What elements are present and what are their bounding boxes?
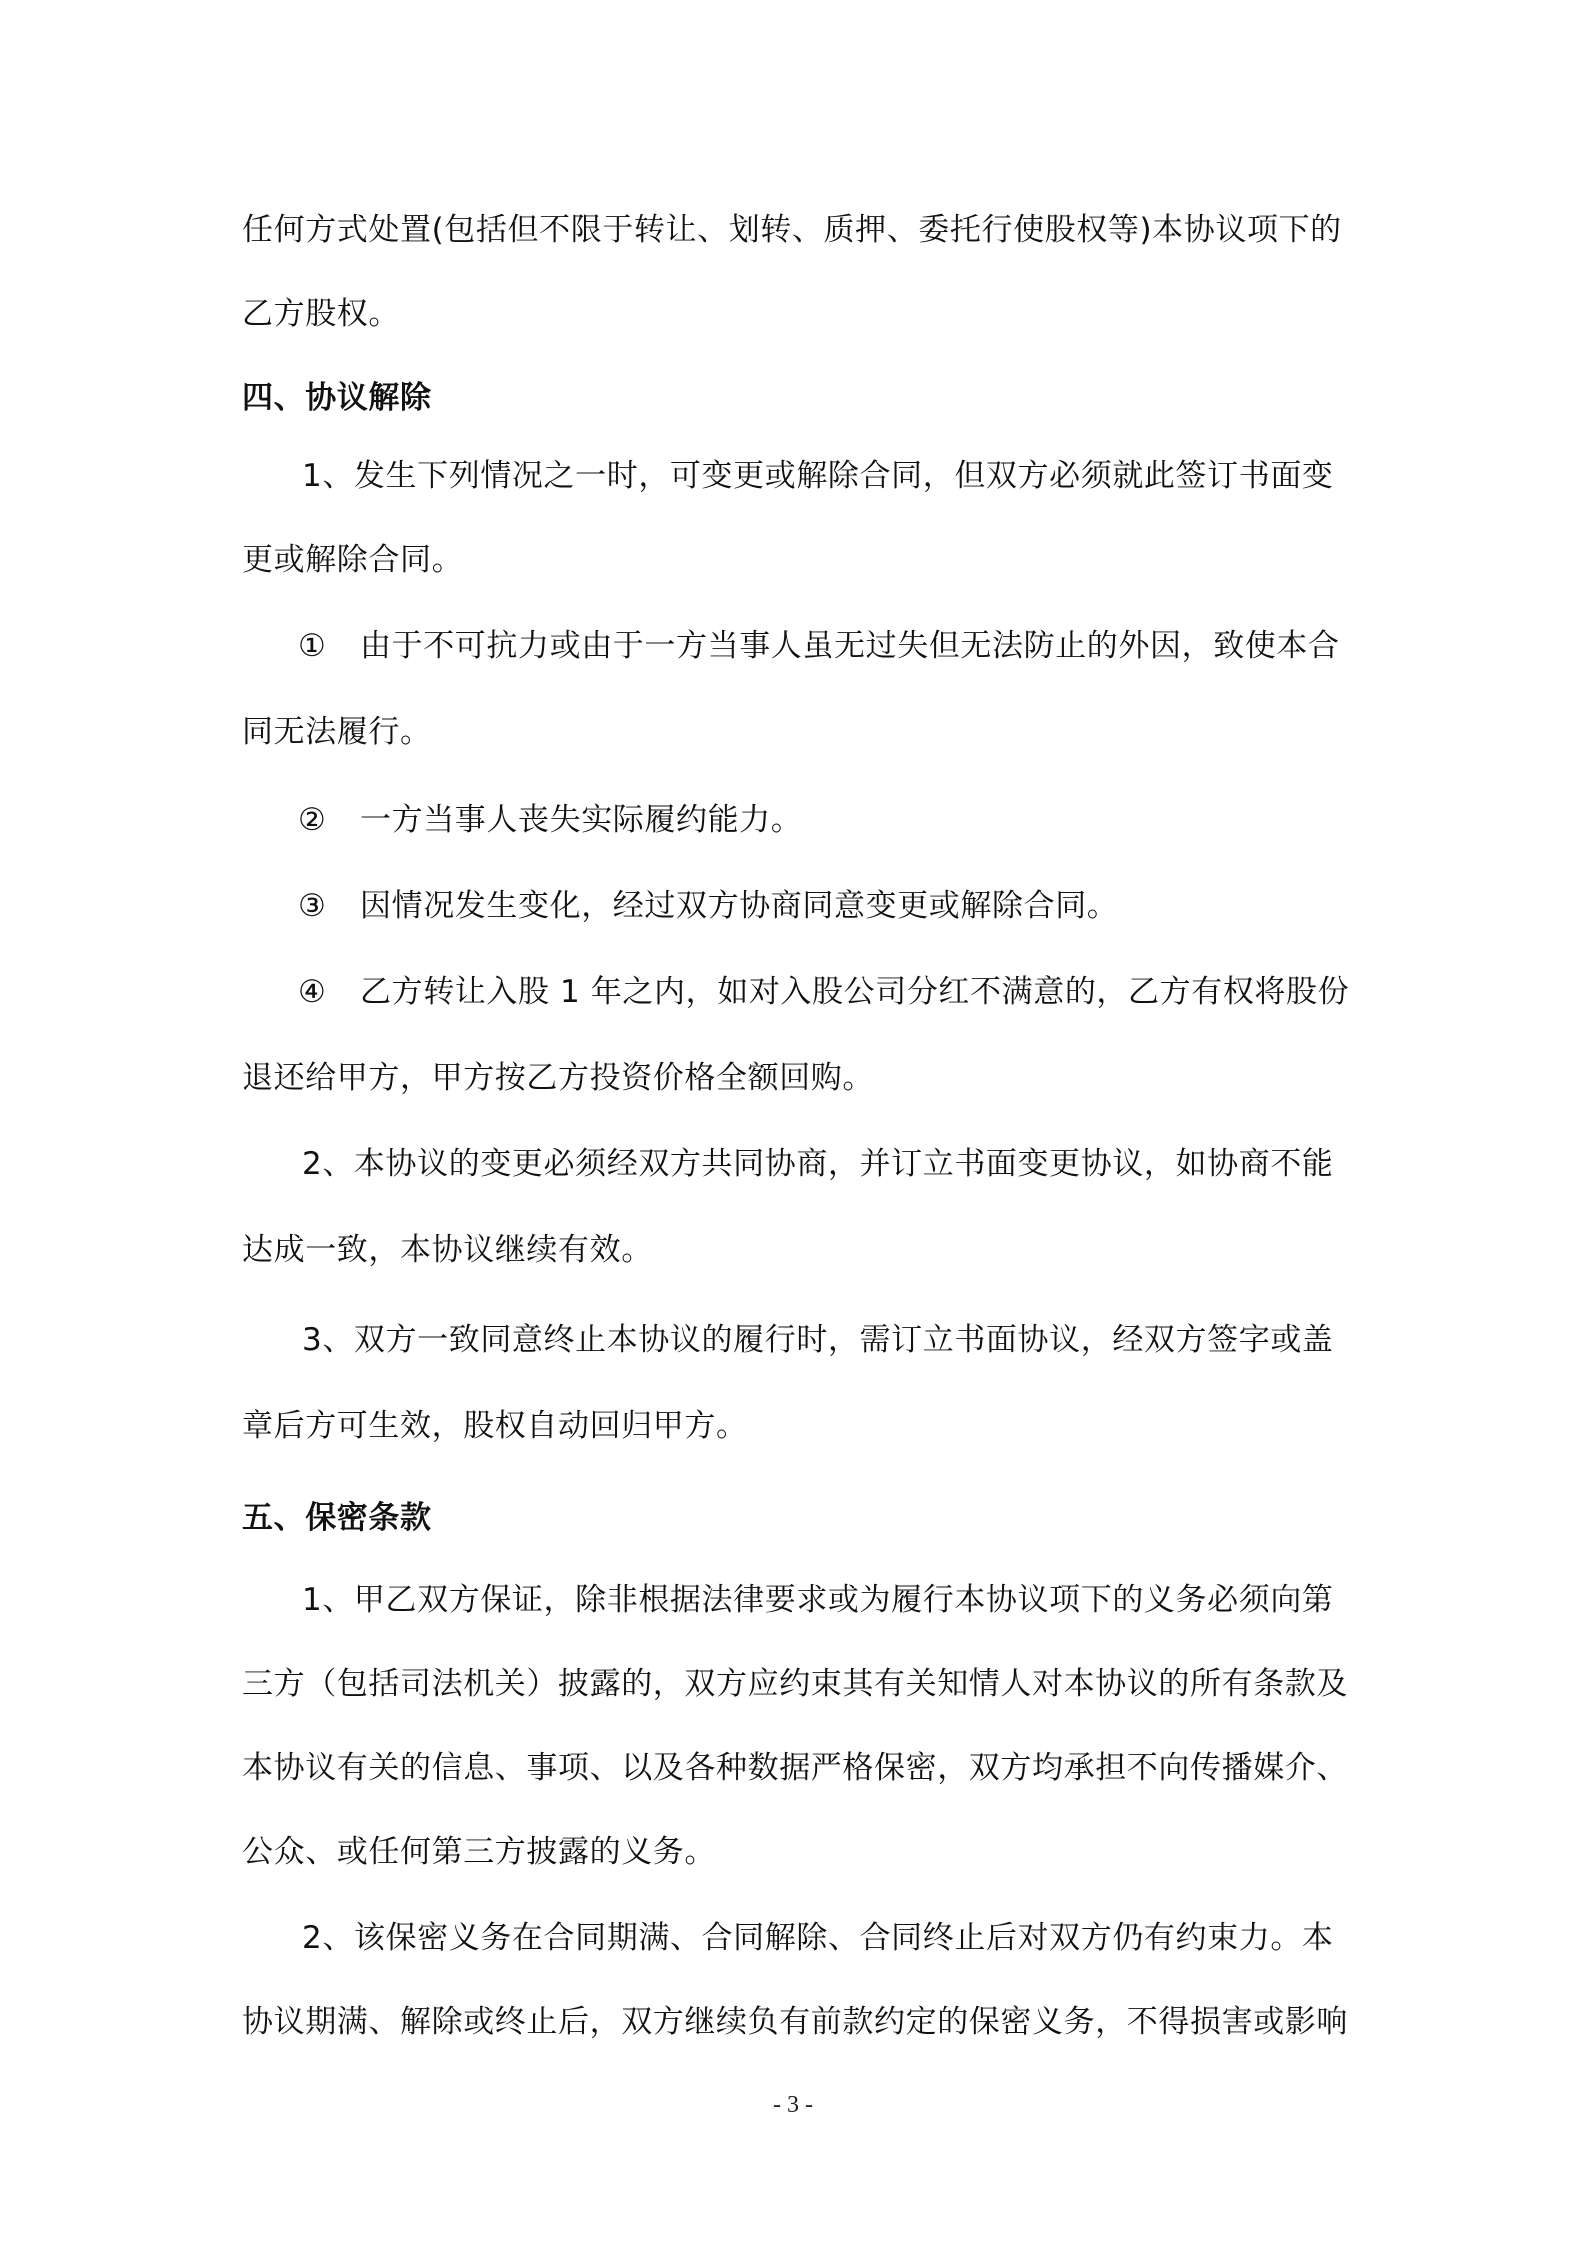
paragraph-line: 退还给甲方，甲方按乙方投资价格全额回购。 bbox=[242, 1060, 874, 1096]
paragraph-line: 协议期满、解除或终止后，双方继续负有前款约定的保密义务，不得损害或影响 bbox=[242, 2004, 1348, 2040]
section-heading-confidentiality: 五、保密条款 bbox=[242, 1500, 432, 1536]
paragraph-line: 同无法履行。 bbox=[242, 714, 432, 750]
item-marker-3: ③ bbox=[298, 888, 327, 924]
list-item-text: 乙方转让入股 1 年之内，如对入股公司分红不满意的，乙方有权将股份 bbox=[360, 974, 1350, 1010]
list-item-2 bbox=[298, 800, 1418, 840]
paragraph-line: 1、甲乙双方保证，除非根据法律要求或为履行本协议项下的义务必须向第 bbox=[302, 1582, 1334, 1618]
paragraph-line: 本协议有关的信息、事项、以及各种数据严格保密，双方均承担不向传播媒介、 bbox=[242, 1750, 1348, 1786]
paragraph-line: 任何方式处置(包括但不限于转让、划转、质押、委托行使股权等)本协议项下的 bbox=[242, 212, 1342, 248]
paragraph-line: 1、发生下列情况之一时，可变更或解除合同，但双方必须就此签订书面变 bbox=[302, 458, 1334, 494]
list-item-1 bbox=[298, 626, 1418, 666]
paragraph-line: 2、该保密义务在合同期满、合同解除、合同终止后对双方仍有约束力。本 bbox=[302, 1920, 1334, 1956]
paragraph-line: 3、双方一致同意终止本协议的履行时，需订立书面协议，经双方签字或盖 bbox=[302, 1322, 1334, 1358]
paragraph-line: 公众、或任何第三方披露的义务。 bbox=[242, 1834, 716, 1870]
item-marker-2: ② bbox=[298, 802, 327, 838]
item-marker-4: ④ bbox=[298, 974, 327, 1010]
section-heading-termination: 四、协议解除 bbox=[242, 380, 432, 416]
item-marker-1: ① bbox=[298, 628, 327, 664]
list-item-text: 因情况发生变化，经过双方协商同意变更或解除合同。 bbox=[360, 888, 1119, 924]
paragraph-line: 乙方股权。 bbox=[242, 296, 400, 332]
list-item-text: 一方当事人丧失实际履约能力。 bbox=[360, 802, 803, 838]
list-item-text: 由于不可抗力或由于一方当事人虽无过失但无法防止的外因，致使本合 bbox=[360, 628, 1340, 664]
page-number: - 3 - bbox=[773, 2092, 813, 2118]
paragraph-line: 更或解除合同。 bbox=[242, 542, 464, 578]
paragraph-line: 三方（包括司法机关）披露的，双方应约束其有关知情人对本协议的所有条款及 bbox=[242, 1666, 1348, 1702]
list-item-4 bbox=[298, 972, 1418, 1012]
paragraph-line: 2、本协议的变更必须经双方共同协商，并订立书面变更协议，如协商不能 bbox=[302, 1146, 1334, 1182]
paragraph-line: 达成一致，本协议继续有效。 bbox=[242, 1232, 653, 1268]
paragraph-line: 章后方可生效，股权自动回归甲方。 bbox=[242, 1408, 748, 1444]
list-item-3 bbox=[298, 886, 1418, 926]
